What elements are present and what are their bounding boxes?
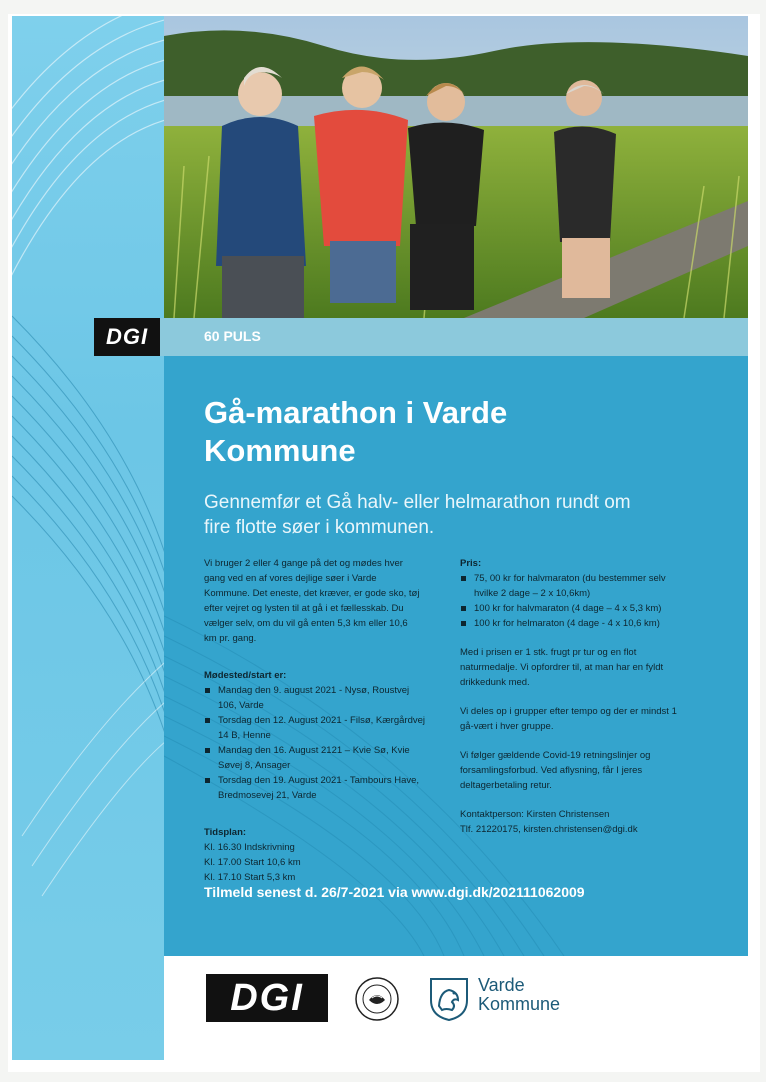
schedule-row: Kl. 17.00 Start 10,6 km: [204, 857, 301, 868]
subtitle-line-1: Gennemfør et Gå halv- eller helmarathon rundt om: [204, 492, 631, 513]
varde-kommune-wordmark: [478, 976, 560, 1014]
list-item: Mandag den 16. August 2121 – Kvie Sø, Kvie Søvej 8, Ansager: [204, 743, 440, 773]
meeting-list: [204, 683, 440, 803]
subtitle: [204, 490, 724, 540]
intro-paragraph: [204, 556, 440, 646]
title-line-1: Gå-marathon i Varde: [204, 395, 508, 430]
intro-line: km pr. gang.: [204, 633, 257, 644]
meeting-heading: Mødested/start er:: [204, 670, 287, 681]
contact-block: [460, 807, 720, 837]
list-item: Torsdag den 19. August 2021 - Tambours Have, Bredmosevej 21, Varde: [204, 773, 440, 803]
page-title: [204, 394, 704, 470]
left-column: [204, 556, 440, 885]
schedule-row: Kl. 17.10 Start 5,3 km: [204, 872, 296, 883]
forening-i-form-seal-icon: [354, 976, 400, 1022]
dgi-header-strip: [94, 318, 748, 356]
intro-line: vælger selv, om du vil gå enten 5,3 km eller 10,6: [204, 618, 408, 629]
intro-line: efter vejret og lysten til at gå i et fællesskab. Du: [204, 603, 404, 614]
dgi-badge: DGI: [94, 318, 160, 356]
decorative-wave-band: [12, 16, 164, 1060]
intro-line: Vi bruger 2 eller 4 gange på det og mødes hver: [204, 558, 403, 569]
series-label: 60 PULS: [204, 328, 261, 344]
footer-logos: [164, 956, 748, 1056]
price-list: [460, 571, 720, 631]
list-item: 100 kr for helmaraton (4 dage - 4 x 10,6 km): [460, 616, 720, 631]
varde-lion-crest-icon: [428, 976, 470, 1022]
list-item: 75, 00 kr for halvmaraton (du bestemmer selv hvilke 2 dage – 2 x 10,6km): [460, 571, 720, 601]
main-info-panel: [164, 356, 748, 956]
hero-photo-women-walking: [164, 16, 748, 318]
intro-line: Kommune. Det eneste, det kræver, er gode sko, tøj: [204, 588, 420, 599]
subtitle-line-2: fire flotte søer i kommunen.: [204, 517, 435, 538]
list-item: 100 kr for halvmaraton (4 dage – 4 x 5,3 km): [460, 601, 720, 616]
contact-person: Kontaktperson: Kirsten Christensen: [460, 809, 610, 820]
dgi-logo: DGI: [206, 974, 328, 1022]
varde-line-2: Kommune: [478, 994, 561, 1014]
title-line-2: Kommune: [204, 433, 356, 468]
contact-details[interactable]: Tlf. 21220175, kirsten.christensen@dgi.dk: [460, 824, 638, 835]
list-item: Torsdag den 12. August 2021 - Filsø, Kærgårdvej 14 B, Henne: [204, 713, 440, 743]
varde-line-1: Varde: [478, 975, 525, 995]
schedule-heading: Tidsplan:: [204, 827, 247, 838]
info-paragraph-1: Med i prisen er 1 stk. frugt pr tur og en flot naturmedalje. Vi opfordrer til, at man har en fyldt drikkedunk med.: [460, 647, 664, 688]
intro-line: gang ved en af vores dejlige søer i Varde: [204, 573, 377, 584]
schedule-row: Kl. 16.30 Indskrivning: [204, 842, 295, 853]
list-item: Mandag den 9. august 2021 - Nysø, Roustvej 106, Varde: [204, 683, 440, 713]
signup-deadline[interactable]: Tilmeld senest d. 26/7-2021 via www.dgi.dk/202111062009: [204, 884, 585, 900]
info-paragraph-2: Vi deles op i grupper efter tempo og der er mindst 1 gå-vært i hver gruppe.: [460, 706, 677, 732]
info-paragraph-3: Vi følger gældende Covid-19 retningslinjer og forsamlingsforbud. Ved aflysning, får I jeres deltagerbetaling retur.: [460, 750, 651, 791]
price-heading: Pris:: [460, 558, 482, 569]
right-column: [460, 556, 720, 837]
